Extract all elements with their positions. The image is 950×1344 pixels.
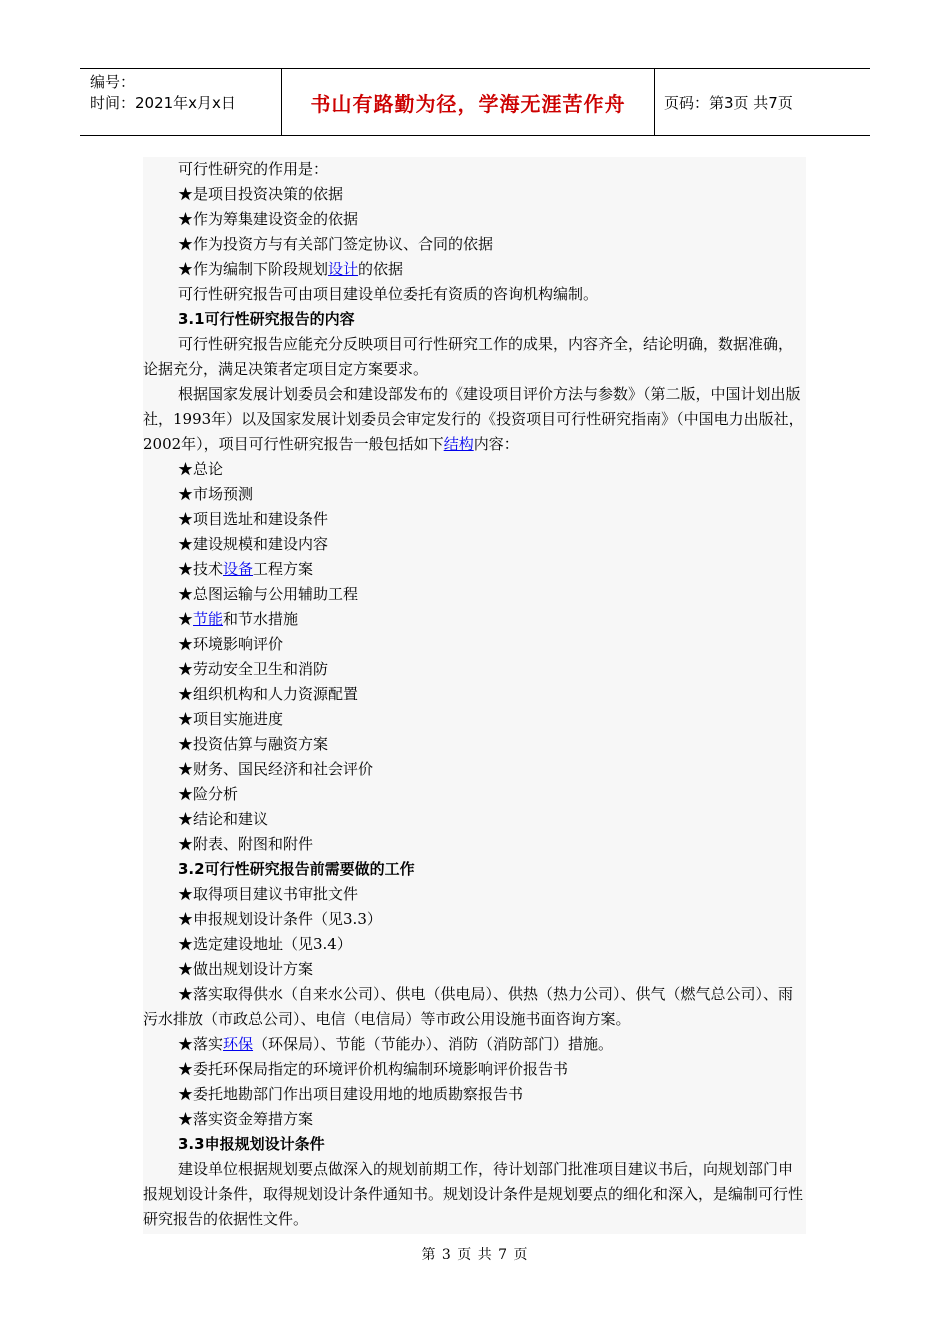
list-item: ★附表、附图和附件: [178, 835, 314, 853]
list-item: ★财务、国民经济和社会评价: [178, 760, 374, 778]
link-structure[interactable]: 结构: [443, 435, 474, 453]
list-item: ★市场预测: [178, 485, 254, 503]
document-number-label: 编号：: [90, 73, 136, 91]
header-motto: 书山有路勤为径，学海无涯苦作舟: [282, 69, 655, 135]
page-header: [80, 68, 870, 136]
list-item: [143, 257, 806, 282]
paragraph-text: 内容：: [473, 435, 519, 453]
header-page-label: 页码：第3页 共7页: [664, 93, 793, 112]
paragraph-3-1-b: [143, 382, 806, 457]
list-item: ★落实资金筹措方案: [178, 1110, 314, 1128]
list-item: ★环境影响评价: [178, 635, 284, 653]
paragraph-intro: 可行性研究的作用是：: [178, 160, 329, 178]
paragraph-3-3: 建设单位根据规划要点做深入的规划前期工作，待计划部门批准项目建议书后，向规划部门申报规划设计条件，取得规划设计条件通知书。规划设计条件是规划要点的细化和深入，是编制可行性研究报告的依据性文件。: [143, 1160, 804, 1228]
list-item: ★结论和建议: [178, 810, 269, 828]
paragraph-text: 根据国家发展计划委员会和建设部发布的《建设项目评价方法与参数》（第二版，中国计划出版社，1993年）以及国家发展计划委员会审定发行的《投资项目可行性研究指南》（中国电力出版社，2002年），项目可行性研究报告一般包括如下: [143, 385, 804, 453]
list-item: ★作为筹集建设资金的依据: [178, 210, 359, 228]
list-item: ★落实取得供水（自来水公司）、供电（供电局）、供热（热力公司）、供气（燃气总公司）、雨污水排放（市政总公司）、电信（电信局）等市政公用设施书面咨询方案。: [143, 985, 794, 1028]
list-item: ★作为投资方与有关部门签定协议、合同的依据: [178, 235, 494, 253]
list-item: ★组织机构和人力资源配置: [178, 685, 359, 703]
list-item: ★投资估算与融资方案: [178, 735, 329, 753]
list-item: ★选定建设地址（见3.4）: [178, 935, 352, 953]
section-heading-3-1: 3.1可行性研究报告的内容: [178, 310, 355, 328]
list-item-text: （环保局）、节能（节能办）、消防（消防部门）措施。: [253, 1035, 614, 1053]
list-item: ★总图运输与公用辅助工程: [178, 585, 359, 603]
list-item: ★建设规模和建设内容: [178, 535, 329, 553]
list-item-text: ★技术: [178, 560, 224, 578]
list-item-text: 的依据: [358, 260, 404, 278]
link-design[interactable]: 设计: [328, 260, 359, 278]
list-item: ★做出规划设计方案: [178, 960, 314, 978]
list-item: ★委托地勘部门作出项目建设用地的地质勘察报告书: [178, 1085, 524, 1103]
list-item: [143, 607, 806, 632]
list-item-text: ★作为编制下阶段规划: [178, 260, 329, 278]
page-footer: 第 3 页 共 7 页: [421, 1247, 529, 1263]
list-item: [143, 557, 806, 582]
list-item: ★项目实施进度: [178, 710, 284, 728]
list-item: [143, 1032, 806, 1057]
section-heading-3-3: 3.3申报规划设计条件: [178, 1135, 325, 1153]
document-time-label: 时间：2021年x月x日: [90, 94, 236, 112]
document-body: [143, 157, 806, 1234]
link-environmental-protection[interactable]: 环保: [223, 1035, 254, 1053]
link-equipment[interactable]: 设备: [223, 560, 254, 578]
list-item: ★项目选址和建设条件: [178, 510, 329, 528]
list-item: ★委托环保局指定的环境评价机构编制环境影响评价报告书: [178, 1060, 569, 1078]
list-item: ★总论: [178, 460, 224, 478]
list-item: ★险分析: [178, 785, 239, 803]
list-item-text: 工程方案: [253, 560, 314, 578]
header-meta: [80, 69, 282, 135]
paragraph-3-1-a: 可行性研究报告应能充分反映项目可行性研究工作的成果，内容齐全，结论明确，数据准确，论据充分，满足决策者定项目定方案要求。: [143, 335, 794, 378]
paragraph-prepared-by: 可行性研究报告可由项目建设单位委托有资质的咨询机构编制。: [178, 285, 599, 303]
list-item: ★取得项目建议书审批文件: [178, 885, 359, 903]
list-item: ★申报规划设计条件（见3.3）: [178, 910, 382, 928]
section-heading-3-2: 3.2可行性研究报告前需要做的工作: [178, 860, 415, 878]
list-item-text: 和节水措施: [223, 610, 299, 628]
list-item-text: ★: [178, 610, 194, 628]
link-energy-saving[interactable]: 节能: [193, 610, 224, 628]
list-item: ★劳动安全卫生和消防: [178, 660, 329, 678]
list-item: ★是项目投资决策的依据: [178, 185, 344, 203]
list-item-text: ★落实: [178, 1035, 224, 1053]
